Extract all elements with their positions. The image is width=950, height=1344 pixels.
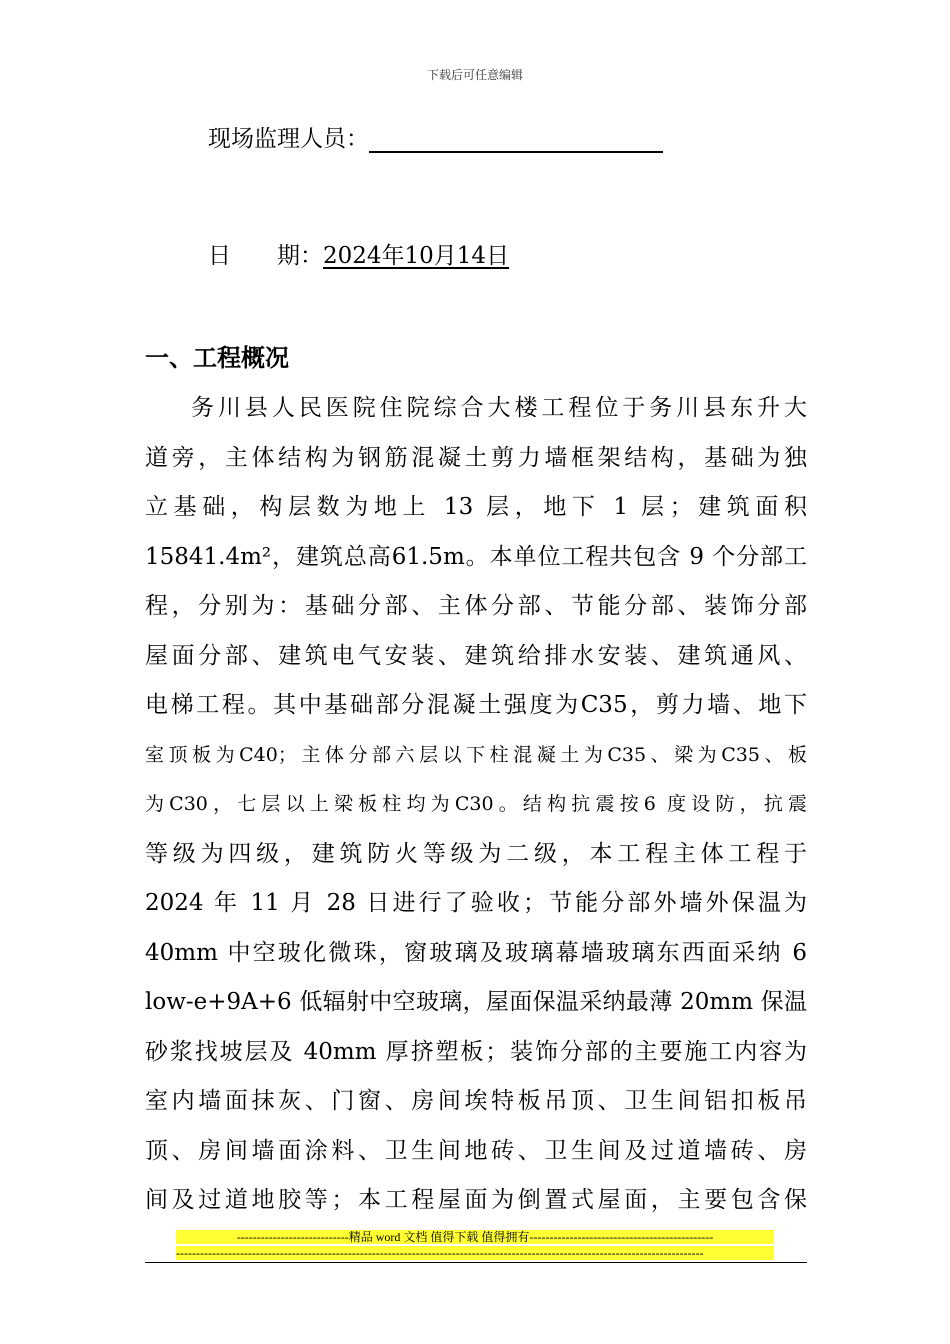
- supervisor-blank-line: [369, 125, 663, 153]
- body-line: 屋面分部、建筑电气安装、建筑给排水安装、建筑通风、: [145, 642, 807, 669]
- body-line: 40mm 中空玻化微珠，窗玻璃及玻璃幕墙玻璃东西面采纳 6: [145, 939, 807, 966]
- date-label: 日 期：: [208, 243, 323, 269]
- body-paragraph: [145, 384, 807, 1226]
- body-line: 间及过道地胶等；本工程屋面为倒置式屋面，主要包含保: [145, 1187, 807, 1213]
- date-field: [208, 237, 509, 270]
- date-value: 2024年10月14日: [323, 243, 510, 269]
- body-line: 室内墙面抹灰、门窗、房间埃特板吊顶、卫生间铝扣板吊: [145, 1088, 807, 1114]
- body-line: 道旁，主体结构为钢筋混凝土剪力墙框架结构，基础为独: [145, 444, 807, 471]
- body-line: 2024 年 11 月 28 日进行了验收；节能分部外墙外保温为: [145, 890, 807, 916]
- body-line: 顶、房间墙面涂料、卫生间地砖、卫生间及过道墙砖、房: [145, 1137, 807, 1164]
- body-line: 15841.4m²，建筑总高61.5m。本单位工程共包含 9 个分部工: [145, 543, 807, 570]
- body-line: 砂浆找坡层及 40mm 厚挤塑板；装饰分部的主要施工内容为: [145, 1038, 807, 1065]
- body-line: 为C30，七层以上梁板柱均为C30。结构抗震按6 度设防，抗震: [145, 793, 807, 815]
- section-title: 一、工程概况: [145, 344, 289, 372]
- body-line: 务川县人民医院住院综合大楼工程位于务川县东升大: [191, 395, 807, 421]
- supervisor-field: [208, 120, 663, 153]
- body-line: 室顶板为C40；主体分部六层以下柱混凝土为C35、梁为C35、板: [145, 743, 807, 766]
- header-note: 下载后可任意编辑: [426, 68, 523, 82]
- body-line: 程，分别为：基础分部、主体分部、节能分部、装饰分部: [145, 593, 807, 619]
- body-line: 电梯工程。其中基础部分混凝土强度为C35，剪力墙、地下: [145, 692, 807, 718]
- footer-banner-line: ----------------------------精品 word 文档 值得下载 值得拥有----------------------------------------------: [176, 1230, 774, 1244]
- footer-divider: [145, 1262, 807, 1263]
- body-line: 立基础，构层数为地上 13 层，地下 1 层；建筑面积: [145, 494, 807, 520]
- body-line: low-e+9A+6 低辐射中空玻璃，屋面保温采纳最薄 20mm 保温: [145, 989, 807, 1015]
- supervisor-label: 现场监理人员：: [208, 126, 369, 152]
- body-line: 等级为四级，建筑防火等级为二级，本工程主体工程于: [145, 840, 807, 867]
- footer-banner-line: ------------------------------------------------------------------------------------------------------------------------------------: [176, 1246, 774, 1260]
